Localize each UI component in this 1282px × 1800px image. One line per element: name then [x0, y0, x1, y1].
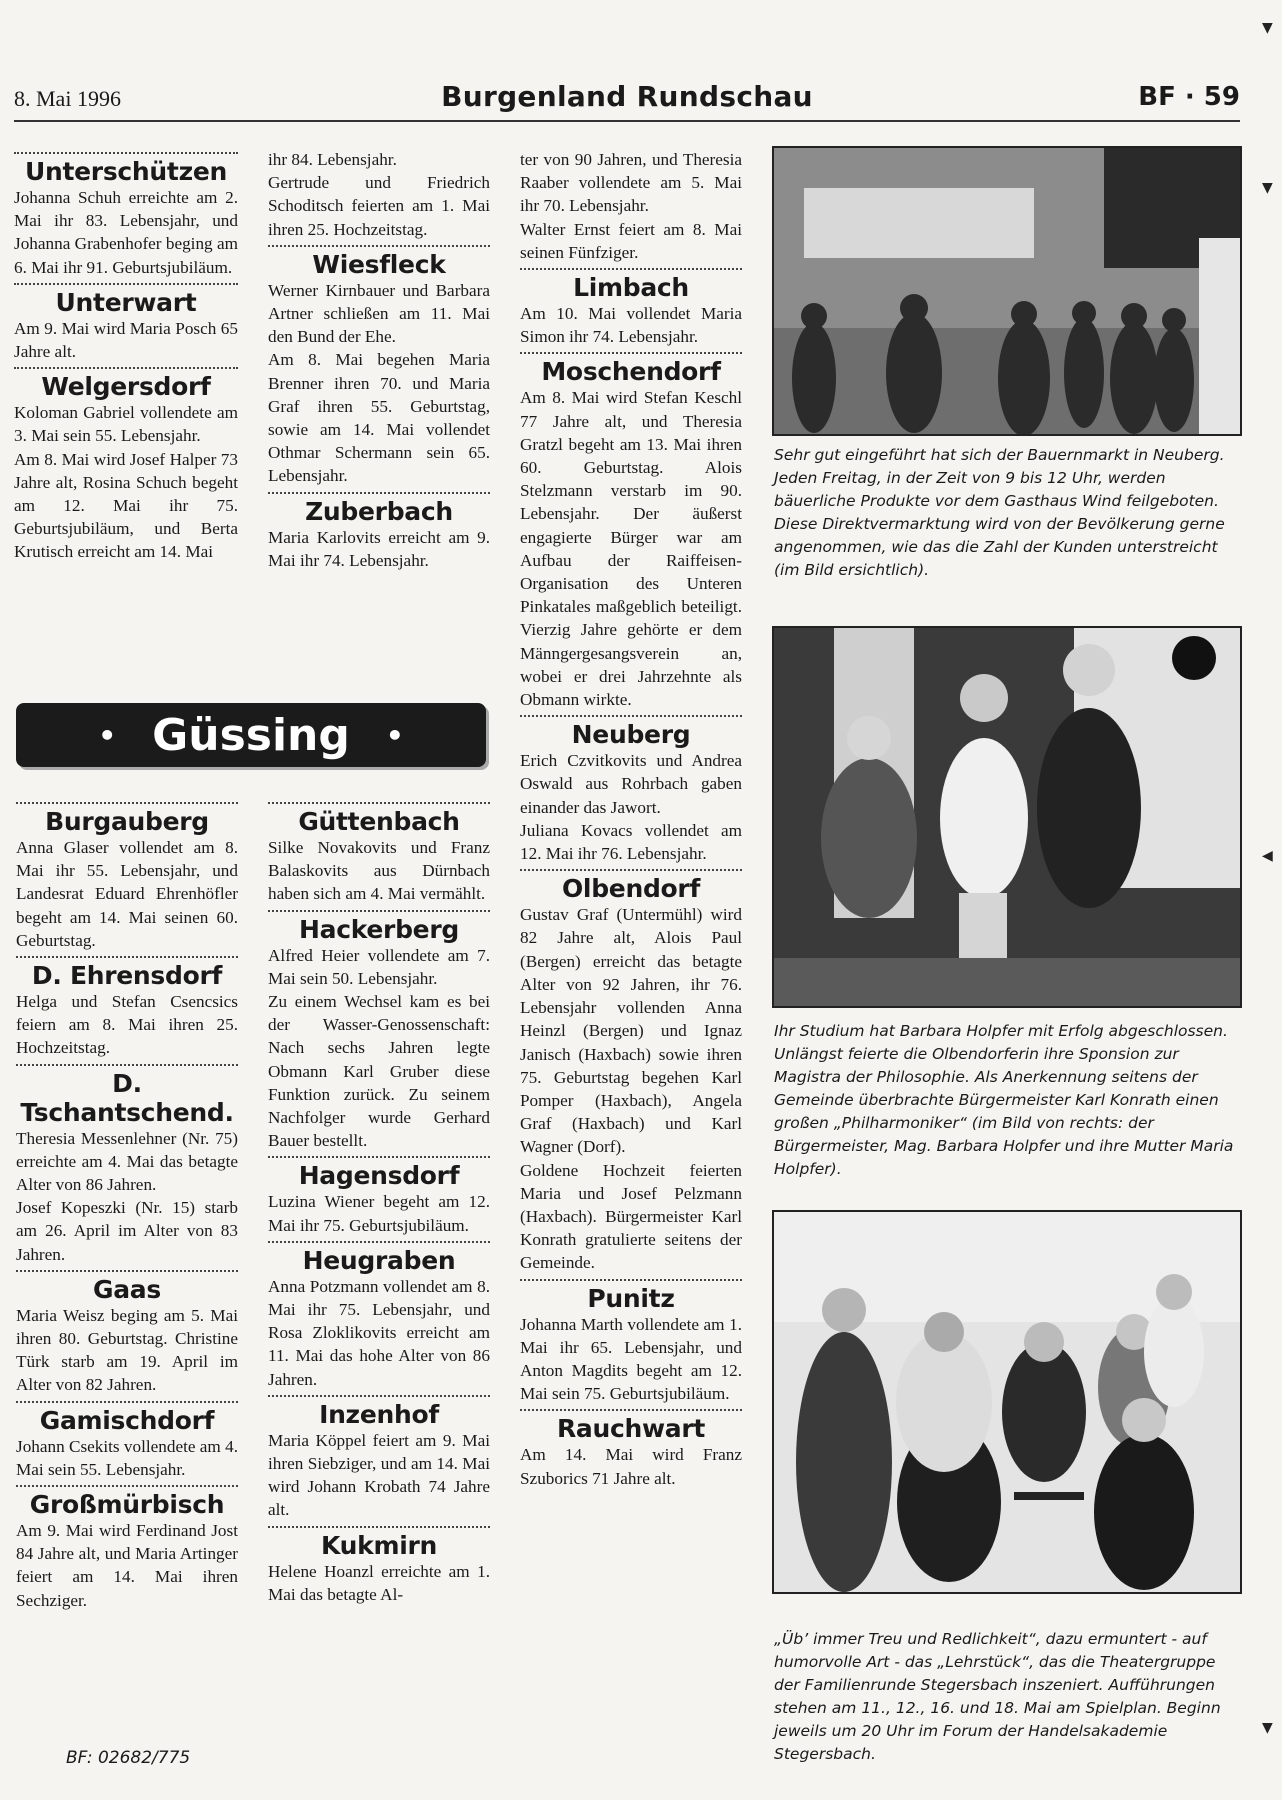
article-section — [14, 152, 238, 279]
article-section — [16, 1064, 238, 1266]
banner-dot-right: • — [385, 718, 404, 752]
dotted-divider — [16, 956, 238, 958]
article-section — [268, 1526, 490, 1606]
dotted-divider — [16, 1064, 238, 1066]
dotted-divider — [16, 1485, 238, 1487]
banner-dot-left: • — [98, 718, 117, 752]
section-title: Gaas — [93, 1274, 161, 1304]
article-section — [268, 1241, 490, 1391]
section-paragraph: Anna Potzmann vollendet am 8. Mai ihr 75. Lebensjahr, und Rosa Zloklikovits erreicht am 11. Mai das hohe Alter von 86 Jahren. — [268, 1276, 490, 1389]
dotted-divider — [14, 283, 238, 285]
section-title: Olbendorf — [561, 874, 701, 904]
section-paragraph: Am 8. Mai wird Stefan Keschl 77 Jahre alt, und Theresia Gratzl begeht am 13. Mai ihren 60. Geburtstag. Alois Stelzmann verstarb im 90. Lebensjahr. Der äußerst engagierte Bürger war am Aufbau der Raiffeisen-Organisation des Unteren Pinkatales maßgeblich beteiligt. Vierzig Jahre gehörte er dem Männgergesangsverein an, wobei er drei Jahrzehnte als Obmann wirkte. — [520, 388, 742, 710]
article-section — [16, 956, 238, 1060]
section-title: Welgersdorf — [41, 372, 211, 402]
column-5 — [520, 144, 742, 1490]
dotted-divider — [14, 152, 238, 154]
dotted-divider — [520, 268, 742, 270]
footer-phone: BF: 02682/775 — [66, 1748, 191, 1768]
section-title: Wiesfleck — [312, 249, 446, 279]
section-paragraph: Erich Czvitkovits und Andrea Oswald aus Rohrbach gaben einander das Jawort. — [520, 751, 742, 817]
margin-mark-2: ▼ — [1262, 180, 1273, 196]
section-paragraph: Goldene Hochzeit feierten Maria und Josef Pelzmann (Haxbach). Bürgermeister Karl Konrath gratulierte seitens der Gemeinde. — [520, 1160, 742, 1273]
article-section — [520, 1279, 742, 1406]
photo-bauernmarkt-image — [774, 148, 1240, 434]
section-title: Neuberg — [571, 720, 691, 750]
photo-theatergruppe-image — [774, 1212, 1240, 1592]
section-title: Limbach — [573, 273, 689, 303]
article-section — [268, 492, 490, 572]
article-section — [268, 1395, 490, 1522]
section-paragraph: Am 8. Mai begehen Maria Brenner ihren 70. und Maria Graf ihren 55. Geburtstag, sowie am 14. Mai vollendet Othmar Schermann sein 65. Lebensjahr. — [268, 350, 490, 486]
section-paragraph: Am 8. Mai wird Josef Halper 73 Jahre alt, Rosina Schuch begeht am 12. Mai ihr 75. Geburtsjubiläum, und Berta Krutisch erreicht am 14. Mai — [14, 449, 238, 562]
section-paragraph: Helene Hoanzl erreichte am 1. Mai das betagte Al- — [268, 1561, 490, 1604]
article-section — [16, 1485, 238, 1612]
dotted-divider — [520, 715, 742, 717]
dotted-divider — [520, 1279, 742, 1281]
section-paragraph: Walter Ernst feiert am 8. Mai seinen Fünfziger. — [520, 219, 742, 262]
article-section — [520, 869, 742, 1274]
region-banner-guessing — [16, 703, 486, 767]
caption-bauernmarkt: Sehr gut eingeführt hat sich der Bauernmarkt in Neuberg. Jeden Freitag, in der Zeit von 9 bis 12 Uhr, werden bäuerliche Produkte vor dem Gasthaus Wind feilgeboten. Diese Direktvermarktung wird von der Bevölkerung gerne angenommen, wie das die Zahl der Kunden unterstreicht (im Bild ersichtlich). — [774, 446, 1225, 579]
caption-theatergruppe: „Üb’ immer Treu und Redlichkeit“, dazu ermuntert - auf humorvolle Art - das „Lehrstück“, das die Theatergruppe der Familienrunde Stegersbach inszeniert. Aufführungen stehen am 11., 12., 16. und 18. Mai am Spielplan. Beginn jeweils um 20 Uhr im Forum der Handelsakademie Stegersbach. — [774, 1630, 1221, 1763]
column-4 — [268, 798, 490, 1606]
section-paragraph: Am 14. Mai wird Franz Szuborics 71 Jahre alt. — [520, 1445, 742, 1488]
section-paragraph: Am 10. Mai vollendet Maria Simon ihr 74. Lebensjahr. — [520, 304, 742, 347]
section-paragraph: Alfred Heier vollendete am 7. Mai sein 50. Lebensjahr. — [268, 945, 490, 988]
section-paragraph: Johanna Schuh erreichte am 2. Mai ihr 83. Lebensjahr, und Johanna Grabenhofer beging am 6. Mai ihr 91. Geburtsjubiläum. — [14, 188, 238, 277]
article-section — [16, 1401, 238, 1481]
section-paragraph: Am 9. Mai wird Maria Posch 65 Jahre alt. — [14, 318, 238, 362]
dotted-divider — [268, 910, 490, 912]
section-paragraph: Johanna Marth vollendete am 1. Mai ihr 65. Lebensjahr, und Anton Magdits begeht am 12. Mai sein 75. Geburtsjubiläum. — [520, 1314, 742, 1404]
section-paragraph: Silke Novakovits und Franz Balaskovits aus Dürnbach haben sich am 4. Mai vermählt. — [268, 838, 490, 904]
photo-sponsion-image — [774, 628, 1240, 1006]
section-title: Kukmirn — [320, 1530, 437, 1560]
section-title: Heugraben — [302, 1245, 456, 1275]
section-title: Unterschützen — [25, 157, 227, 186]
margin-mark-1: ▼ — [1262, 20, 1273, 36]
article-section — [14, 367, 238, 563]
dotted-divider — [268, 245, 490, 247]
section-paragraph: Helga und Stefan Csencsics feiern am 8. Mai ihren 25. Hochzeitstag. — [16, 992, 238, 1058]
section-paragraph: Anna Glaser vollendet am 8. Mai ihr 55. Lebensjahr, und Landesrat Eduard Ehrenhöfler begeht am 14. Mai seinen 60. Geburtstag. — [16, 838, 238, 950]
section-paragraph: Johann Csekits vollendete am 4. Mai sein 55. Lebensjahr. — [16, 1436, 238, 1479]
section-title: Güttenbach — [298, 807, 460, 836]
dotted-divider — [16, 1401, 238, 1403]
article-section — [14, 283, 238, 363]
section-paragraph: Gertrude und Friedrich Schoditsch feierten am 1. Mai ihren 25. Hochzeitstag. — [268, 173, 490, 239]
banner-title: Güssing — [152, 709, 350, 761]
section-paragraph: Josef Kopeszki (Nr. 15) starb am 26. April im Alter von 83 Jahren. — [16, 1198, 238, 1264]
section-paragraph: Juliana Kovacs vollendet am 12. Mai ihr 76. Lebensjahr. — [520, 820, 742, 864]
section-paragraph: Maria Karlovits erreicht am 9. Mai ihr 74. Lebensjahr. — [268, 527, 490, 570]
section-title: Burgauberg — [45, 807, 209, 836]
article-section — [268, 910, 490, 1153]
dotted-divider — [16, 1270, 238, 1272]
section-title: Großmürbisch — [29, 1490, 225, 1520]
article-section — [520, 1409, 742, 1489]
article-section — [268, 802, 490, 906]
section-title: D. Ehrensdorf — [31, 961, 223, 991]
masthead — [14, 80, 1240, 122]
section-title: Hackerberg — [299, 914, 459, 944]
dotted-divider — [520, 869, 742, 871]
section-paragraph: Maria Weisz beging am 5. Mai ihren 80. Geburtstag. Christine Türk starb am 19. April im Alter von 82 Jahren. — [16, 1305, 238, 1395]
dotted-divider — [14, 367, 238, 369]
section-paragraph: Werner Kirnbauer und Barbara Artner schließen am 11. Mai den Bund der Ehe. — [268, 280, 490, 347]
section-paragraph: ihr 84. Lebensjahr. — [268, 150, 397, 169]
section-title: Punitz — [587, 1283, 675, 1313]
article-section — [520, 148, 742, 264]
column-2 — [268, 144, 490, 572]
article-section — [520, 715, 742, 865]
article-section — [16, 1270, 238, 1397]
section-title: Zuberbach — [305, 496, 453, 526]
section-title: D. Tschantschend. — [20, 1068, 234, 1127]
section-title: Unterwart — [55, 287, 197, 317]
photo-theatergruppe — [772, 1210, 1242, 1594]
article-section — [268, 1156, 490, 1236]
photo-sponsion — [772, 626, 1242, 1008]
newspaper-title: Burgenland Rundschau — [441, 80, 813, 113]
dotted-divider — [268, 1241, 490, 1243]
section-paragraph: Koloman Gabriel vollendete am 3. Mai sein 55. Lebensjahr. — [14, 403, 238, 446]
section-title: Moschendorf — [541, 357, 721, 387]
column-1 — [14, 148, 238, 564]
section-title: Gamischdorf — [39, 1405, 215, 1435]
section-paragraph: Luzina Wiener begeht am 12. Mai ihr 75. Geburtsjubiläum. — [268, 1192, 490, 1235]
dotted-divider — [268, 1395, 490, 1397]
section-paragraph: Theresia Messenlehner (Nr. 75) erreichte am 4. Mai das betagte Alter von 86 Jahren. — [16, 1128, 238, 1195]
dotted-divider — [268, 1526, 490, 1528]
page-number: BF · 59 — [1138, 82, 1240, 112]
photo-bauernmarkt — [772, 146, 1242, 436]
section-paragraph: Maria Köppel feiert am 9. Mai ihren Siebziger, und am 14. Mai wird Johann Krobath 74 Jahre alt. — [268, 1430, 490, 1520]
section-paragraph: ter von 90 Jahren, und Theresia Raaber vollendete am 5. Mai ihr 70. Lebensjahr. — [520, 150, 742, 216]
section-paragraph: Zu einem Wechsel kam es bei der Wasser-Genossenschaft: Nach sechs Jahren legte Obmann Karl Gruber diese Funktion zurück. Zu seinem Nachfolger wurde Gerhard Bauer bestellt. — [268, 992, 490, 1151]
dotted-divider — [268, 492, 490, 494]
article-section — [268, 148, 490, 241]
dotted-divider — [520, 352, 742, 354]
dotted-divider — [268, 802, 490, 804]
caption-sponsion: Ihr Studium hat Barbara Holpfer mit Erfolg abgeschlossen. Unlängst feierte die Olbendorferin ihre Sponsion zur Magistra der Philosophie. Als Anerkennung seitens der Gemeinde überbrachte Bürgermeister Karl Konrath einen großen „Philharmoniker“ (im Bild von rechts: der Bürgermeister, Mag. Barbara Holpfer und ihre Mutter Maria Holpfer). — [774, 1022, 1234, 1178]
article-section — [268, 245, 490, 488]
dotted-divider — [268, 1156, 490, 1158]
section-title: Hagensdorf — [298, 1161, 460, 1191]
margin-mark-4: ▼ — [1262, 1720, 1273, 1736]
article-section — [16, 802, 238, 952]
column-3 — [16, 798, 238, 1612]
section-paragraph: Am 9. Mai wird Ferdinand Jost 84 Jahre alt, und Maria Artinger feiert am 14. Mai ihren Sechziger. — [16, 1521, 238, 1610]
dotted-divider — [16, 802, 238, 804]
article-section — [520, 268, 742, 348]
article-section — [520, 352, 742, 711]
section-title: Inzenhof — [319, 1399, 439, 1429]
section-title: Rauchwart — [556, 1414, 706, 1444]
margin-mark-3: ◀ — [1262, 848, 1273, 864]
issue-date: 8. Mai 1996 — [14, 86, 121, 111]
section-paragraph: Gustav Graf (Untermühl) wird 82 Jahre alt, Alois Paul (Bergen) erreicht das betagte Alter von 92 Jahren, ihr 76. Lebensjahr vollenden Anna Heinzl (Bergen) und Ignaz Janisch (Haxbach) sowie ihren 75. Geburtstag begehen Karl Pomper (Haxbach), Angela Graf (Haxbach) und Karl Wagner (Dorf). — [520, 905, 742, 1157]
dotted-divider — [520, 1409, 742, 1411]
